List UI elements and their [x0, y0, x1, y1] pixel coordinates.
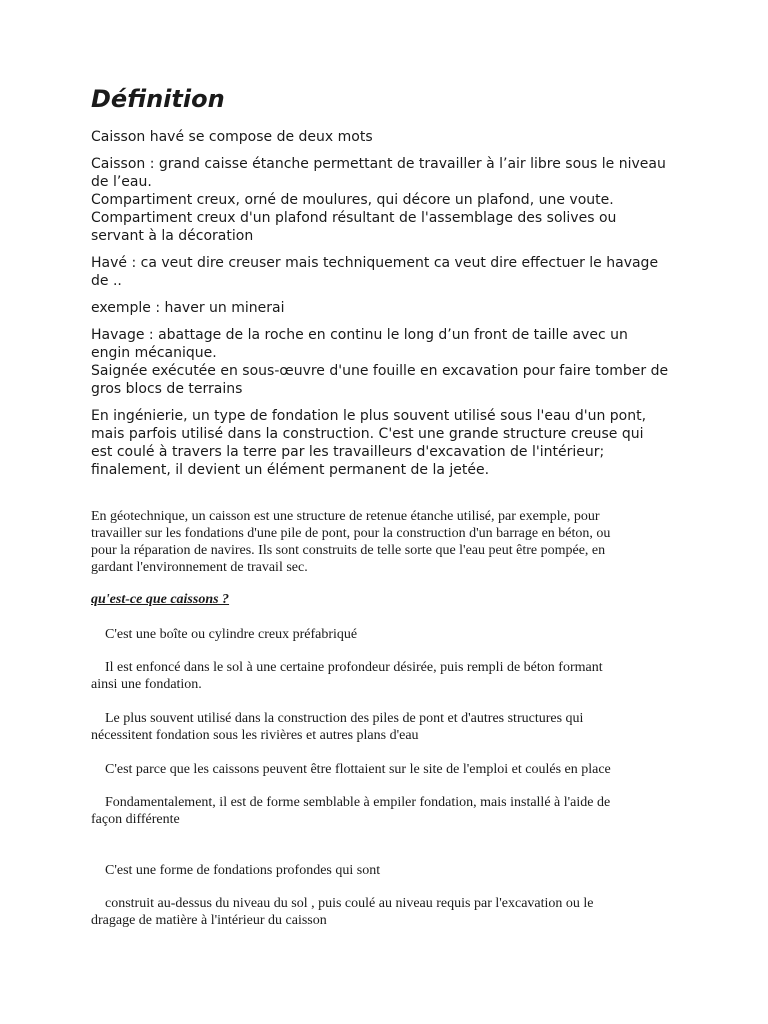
list-item-line: construit au-dessus du niveau du sol , puis coulé au niveau requis par l'excavation ou le	[105, 896, 594, 911]
havage-line-1: Havage : abattage de la roche en continu le long d’un front de taille avec un	[91, 327, 628, 343]
have-line-1: Havé : ca veut dire creuser mais techniquement ca veut dire effectuer le havage	[91, 255, 659, 271]
list-item	[91, 710, 691, 744]
havage-line-3: Saignée exécutée en sous-œuvre d'une fouille en excavation pour faire tomber de	[91, 363, 669, 379]
ingenierie-line-4: finalement, il devient un élément permanent de la jetée.	[91, 462, 490, 478]
list-item-line: Il est enfoncé dans le sol à une certaine profondeur désirée, puis rempli de béton formant	[105, 660, 603, 675]
geotechnique-line-4: gardant l'environnement de travail sec.	[91, 560, 308, 575]
list-item-line: ainsi une fondation.	[91, 677, 202, 692]
section-subheading: qu'est-ce que caissons ?	[91, 592, 230, 607]
have-line-2: de ..	[91, 273, 122, 289]
list-item-line: C'est une boîte ou cylindre creux préfabriqué	[105, 627, 358, 642]
ingenierie-line-3: est coulé à travers la terre par les travailleurs d'excavation de l'intérieur;	[91, 444, 605, 460]
caisson-line-4: Compartiment creux d'un plafond résultant de l'assemblage des solives ou	[91, 210, 617, 226]
list-item	[91, 794, 691, 828]
list-item-line: dragage de matière à l'intérieur du caisson	[91, 913, 327, 928]
list-item-line: Le plus souvent utilisé dans la construction des piles de pont et d'autres structures qui	[105, 711, 584, 726]
list-item-line: C'est parce que les caissons peuvent être flottaient sur le site de l'emploi et coulés en place	[105, 762, 611, 777]
ingenierie-line-1: En ingénierie, un type de fondation le plus souvent utilisé sous l'eau d'un pont,	[91, 408, 647, 424]
list-item	[91, 895, 691, 929]
list-item	[91, 862, 691, 879]
caisson-line-5: servant à la décoration	[91, 228, 254, 244]
geotechnique-line-2: travailler sur les fondations d'une pile de pont, pour la construction d'un barrage en béton, ou	[91, 526, 611, 541]
havage-line-4: gros blocs de terrains	[91, 381, 243, 397]
example-line: exemple : haver un minerai	[91, 300, 285, 316]
geotechnique-line-1: En géotechnique, un caisson est une structure de retenue étanche utilisé, par exemple, pour	[91, 509, 600, 524]
list-item	[91, 659, 691, 693]
list-item-line: façon différente	[91, 812, 180, 827]
intro-line: Caisson havé se compose de deux mots	[91, 129, 373, 145]
list-item-line: nécessitent fondation sous les rivières et autres plans d'eau	[91, 728, 419, 743]
ingenierie-line-2: mais parfois utilisé dans la construction. C'est une grande structure creuse qui	[91, 426, 644, 442]
caisson-line-2: de l’eau.	[91, 174, 152, 190]
list-item	[91, 761, 691, 778]
page-title: Définition	[91, 85, 225, 113]
caisson-facts-list	[91, 0, 691, 1024]
geotechnique-line-3: pour la réparation de navires. Ils sont construits de telle sorte que l'eau peut être pompée, en	[91, 543, 606, 558]
caisson-line-1: Caisson : grand caisse étanche permettant de travailler à l’air libre sous le niveau	[91, 156, 666, 172]
list-item-line: C'est une forme de fondations profondes qui sont	[105, 863, 381, 878]
havage-line-2: engin mécanique.	[91, 345, 217, 361]
list-item	[91, 626, 691, 643]
caisson-line-3: Compartiment creux, orné de moulures, qui décore un plafond, une voute.	[91, 192, 614, 208]
list-item-line: Fondamentalement, il est de forme semblable à empiler fondation, mais installé à l'aide de	[105, 795, 611, 810]
